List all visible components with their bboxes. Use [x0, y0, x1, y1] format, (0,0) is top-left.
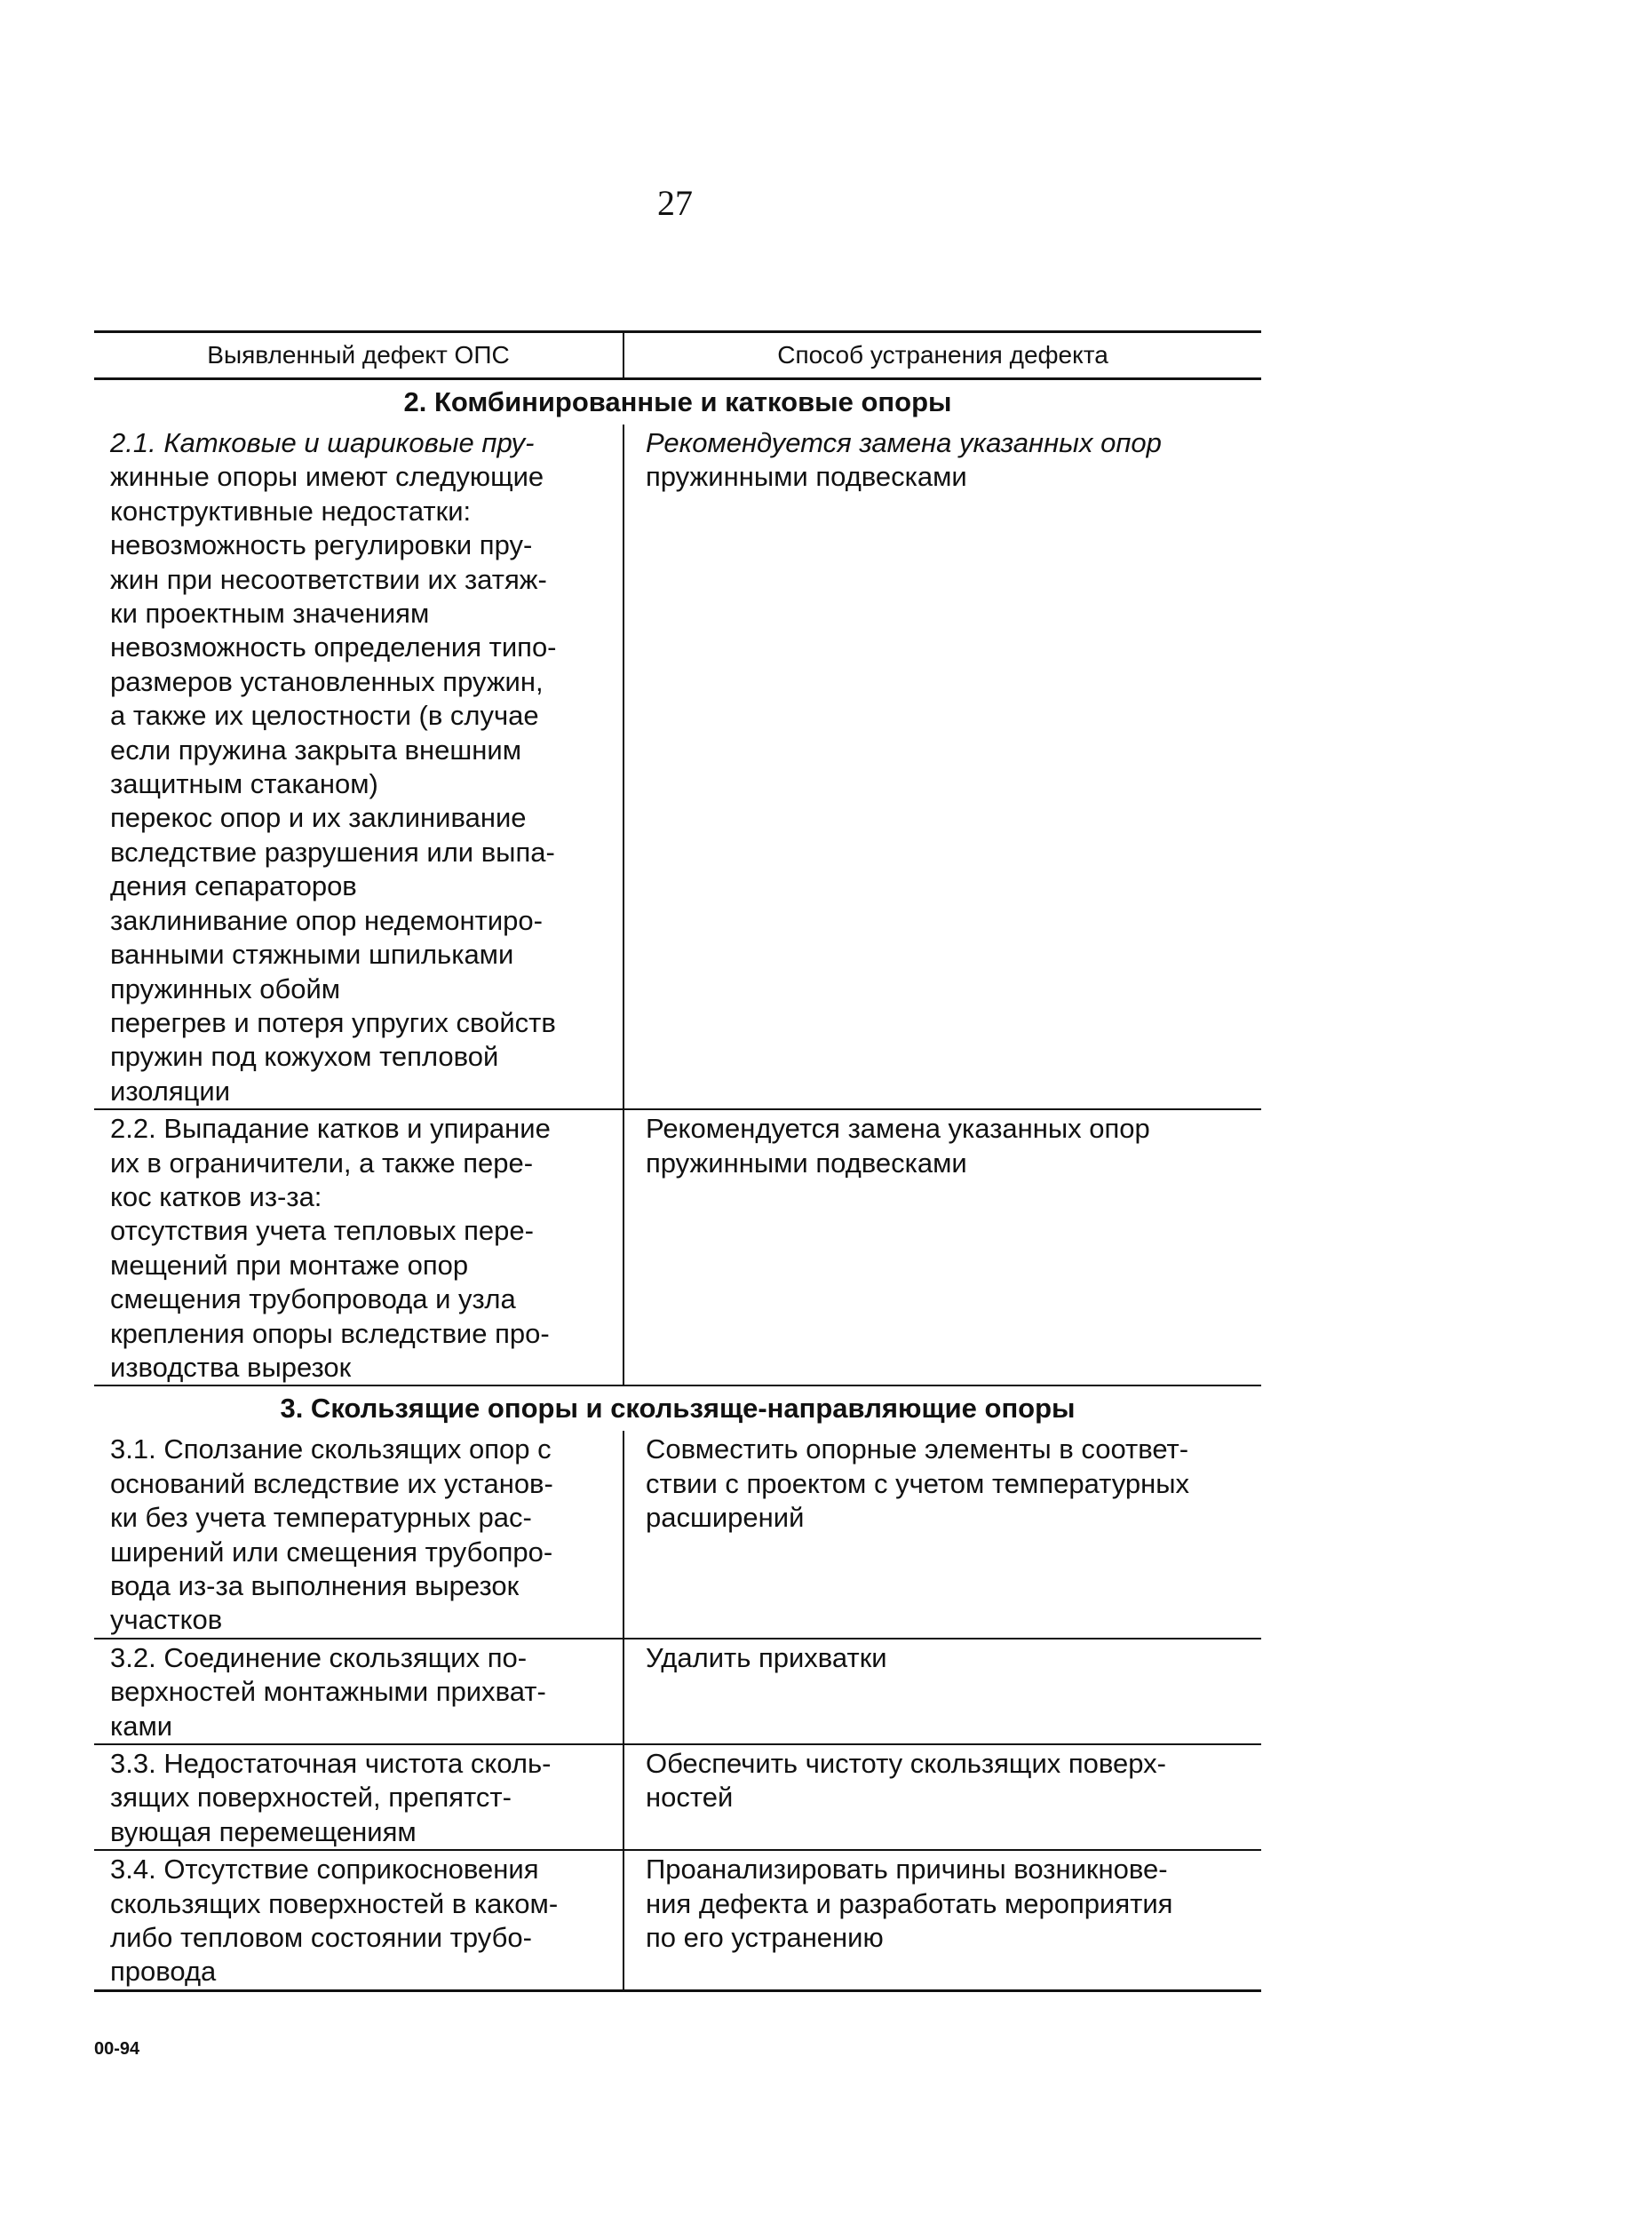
- defect-line: 3.2. Соединение скользящих по-: [110, 1641, 528, 1673]
- defect-line: кос катков из-за:: [110, 1180, 322, 1212]
- defect-line: участков: [110, 1604, 223, 1636]
- defect-line: крепления опоры вследствие про-: [110, 1317, 550, 1349]
- remedy-line: расширений: [646, 1502, 805, 1534]
- defect-line: отсутствия учета тепловых пере-: [110, 1215, 534, 1247]
- defect-line: изводства вырезок: [110, 1351, 352, 1383]
- defect-line: жинные опоры имеют следующие: [110, 461, 544, 493]
- remedy-line: пружинными подвесками: [646, 461, 967, 493]
- remedy-line: пружинными подвесками: [646, 1147, 967, 1179]
- defect-line: 3.1. Сползание скользящих опор с: [110, 1433, 552, 1465]
- defect-line: если пружина закрыта внешним: [110, 734, 522, 766]
- defect-line: провода: [110, 1956, 217, 1988]
- remedy-line: Обеспечить чистоту скользящих поверх-: [646, 1748, 1166, 1780]
- defect-line: смещения трубопровода и узла: [110, 1283, 516, 1315]
- defect-line: 3.3. Недостаточная чистота сколь-: [110, 1748, 552, 1780]
- defect-line: 2.1. Катковые и шариковые пру-: [110, 427, 535, 458]
- defect-line: размеров установленных пружин,: [110, 665, 544, 697]
- defect-line: скользящих поверхностей в каком-: [110, 1887, 559, 1919]
- defect-cell: [94, 1850, 623, 1990]
- defect-line: ванными стяжными шпильками: [110, 939, 514, 971]
- defect-line: пружинных обойм: [110, 973, 341, 1004]
- table-row: [94, 1639, 1261, 1744]
- section-row: [94, 1385, 1261, 1431]
- defect-line: оснований вследствие их установ-: [110, 1467, 553, 1499]
- table-row: [94, 1109, 1261, 1385]
- defect-line: мещений при монтаже опор: [110, 1249, 469, 1281]
- remedy-line: ностей: [646, 1782, 734, 1814]
- section-title: 2. Комбинированные и катковые опоры: [403, 386, 952, 417]
- remedy-cell: [623, 425, 1261, 1109]
- remedy-line: ния дефекта и разработать мероприятия: [646, 1887, 1173, 1919]
- header-remedy: Способ устранения дефекта: [623, 332, 1261, 379]
- defect-cell: [94, 1431, 623, 1638]
- defect-line: 2.2. Выпадание катков и упирание: [110, 1113, 551, 1145]
- defect-line: перегрев и потеря упругих свойств: [110, 1006, 556, 1038]
- remedy-cell: [623, 1639, 1261, 1744]
- defect-cell: [94, 425, 623, 1109]
- remedy-cell: [623, 1744, 1261, 1850]
- table-row: [94, 1744, 1261, 1850]
- table-row: [94, 1850, 1261, 1990]
- remedy-line: Совместить опорные элементы в соответ-: [646, 1433, 1189, 1465]
- defect-line: ширений или смещения трубопро-: [110, 1536, 553, 1568]
- defect-cell: [94, 1639, 623, 1744]
- defect-cell: [94, 1109, 623, 1385]
- remedy-cell: [623, 1109, 1261, 1385]
- defect-line: а также их целостности (в случае: [110, 700, 539, 732]
- defect-line: зящих поверхностей, препятст-: [110, 1782, 512, 1814]
- defect-line: дения сепараторов: [110, 870, 357, 902]
- defect-cell: [94, 1744, 623, 1850]
- table-header-row: [94, 332, 1261, 379]
- remedy-line: Проанализировать причины возникнове-: [646, 1854, 1168, 1886]
- table-row: [94, 425, 1261, 1109]
- defect-line: невозможность регулировки пру-: [110, 529, 533, 561]
- defect-line: либо тепловом состоянии трубо-: [110, 1922, 532, 1954]
- defect-line: ки проектным значениям: [110, 598, 430, 630]
- remedy-line: по его устранению: [646, 1922, 884, 1954]
- section-title: 3. Скользящие опоры и скользяще-направляющие опоры: [280, 1393, 1076, 1425]
- defect-line: конструктивные недостатки:: [110, 495, 472, 527]
- defect-line: вода из-за выполнения вырезок: [110, 1570, 520, 1601]
- defect-line: вследствие разрушения или выпа-: [110, 836, 555, 868]
- remedy-cell: [623, 1431, 1261, 1638]
- remedy-cell: [623, 1850, 1261, 1990]
- remedy-line: Удалить прихватки: [646, 1641, 887, 1673]
- footer-code: 00-94: [94, 2039, 140, 2059]
- table-row: [94, 1431, 1261, 1638]
- section-row: [94, 379, 1261, 425]
- remedy-line: Рекомендуется замена указанных опор: [646, 1113, 1150, 1145]
- page-number: 27: [657, 183, 693, 223]
- defect-line: защитным стаканом): [110, 768, 378, 800]
- defect-line: заклинивание опор недемонтиро-: [110, 904, 543, 936]
- defect-line: 3.4. Отсутствие соприкосновения: [110, 1854, 539, 1886]
- remedy-line: ствии с проектом с учетом температурных: [646, 1467, 1190, 1499]
- defect-line: их в ограничители, а также пере-: [110, 1147, 534, 1179]
- defects-table: [94, 330, 1261, 1992]
- defect-line: ки без учета температурных рас-: [110, 1502, 532, 1534]
- defect-line: вующая перемещениям: [110, 1815, 417, 1847]
- defect-line: пружин под кожухом тепловой: [110, 1041, 499, 1073]
- defect-line: изоляции: [110, 1075, 231, 1107]
- header-defect: Выявленный дефект ОПС: [94, 332, 623, 379]
- defect-line: верхностей монтажными прихват-: [110, 1676, 546, 1708]
- defect-line: перекос опор и их заклинивание: [110, 802, 527, 834]
- remedy-line: Рекомендуется замена указанных опор: [646, 427, 1162, 458]
- defect-line: ками: [110, 1710, 173, 1742]
- defect-line: жин при несоответствии их затяж-: [110, 563, 547, 595]
- defect-line: невозможность определения типо-: [110, 631, 557, 663]
